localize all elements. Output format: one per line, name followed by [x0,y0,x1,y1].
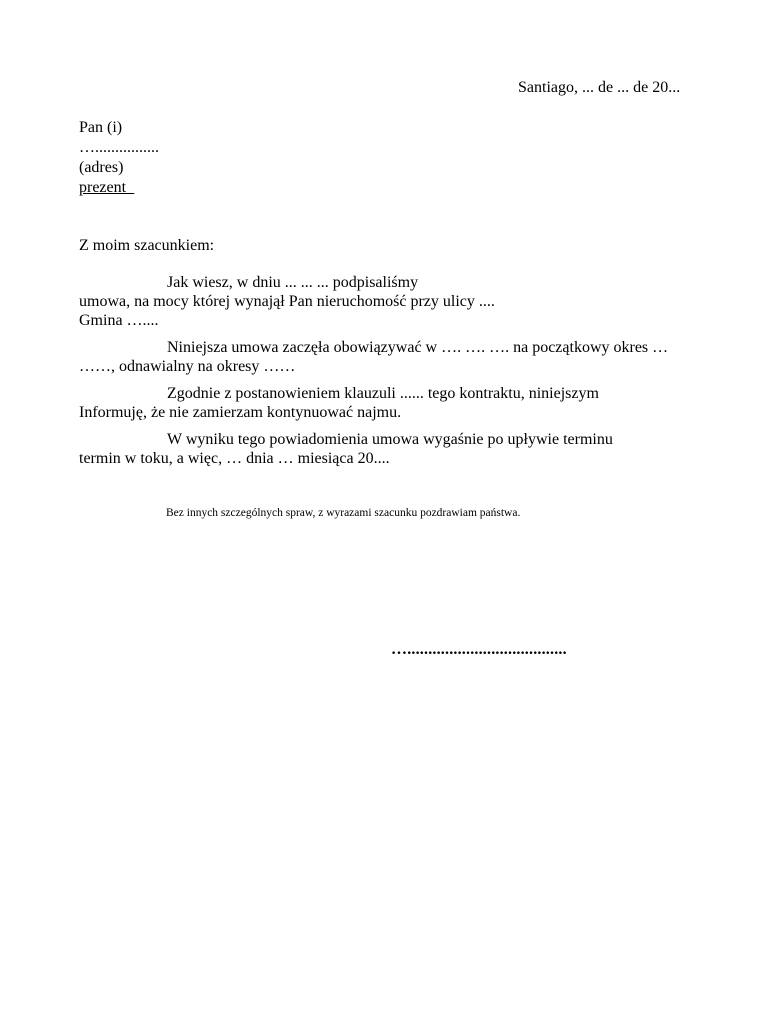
signature-line: …...................................... [391,641,567,658]
recipient-name-placeholder: …................ [79,139,159,156]
paragraph-2-line-2: ……, odnawialny na okresy …… [79,358,296,375]
paragraph-3-line-1: Zgodnie z postanowieniem klauzuli ...... tego kontraktu, niniejszym [167,385,599,402]
paragraph-1 [79,273,713,330]
paragraph-2 [79,338,713,376]
recipient-block [79,118,159,198]
paragraph-3-line-2: Informuję, że nie zamierzam kontynuować najmu. [79,404,402,421]
paragraph-4-line-2: termin w toku, a więc, … dnia … miesiąca 20.... [79,450,390,467]
paragraph-1-line-2: umowa, na mocy której wynajął Pan nieruchomość przy ulicy .... [79,293,495,310]
letter-body [79,273,713,476]
recipient-address: (adres) [79,159,124,176]
date-line: Santiago, ... de ... de 20... [518,79,681,96]
paragraph-1-line-3: Gmina ….... [79,312,159,329]
paragraph-2-line-1: Niniejsza umowa zaczęła obowiązywać w …. …. …. na początkowy okres … [167,339,669,356]
recipient-title: Pan (i) [79,119,123,136]
paragraph-4-line-1: W wyniku tego powiadomienia umowa wygaśnie po upływie terminu [167,431,613,448]
paragraph-3 [79,384,713,422]
closing-line: Bez innych szczególnych spraw, z wyrazami szacunku pozdrawiam państwa. [166,507,521,519]
salutation: Z moim szacunkiem: [79,237,215,254]
paragraph-4 [79,430,713,468]
paragraph-1-line-1: Jak wiesz, w dniu ... ... ... podpisaliśmy [167,274,419,291]
recipient-present: prezent_ [79,179,135,196]
